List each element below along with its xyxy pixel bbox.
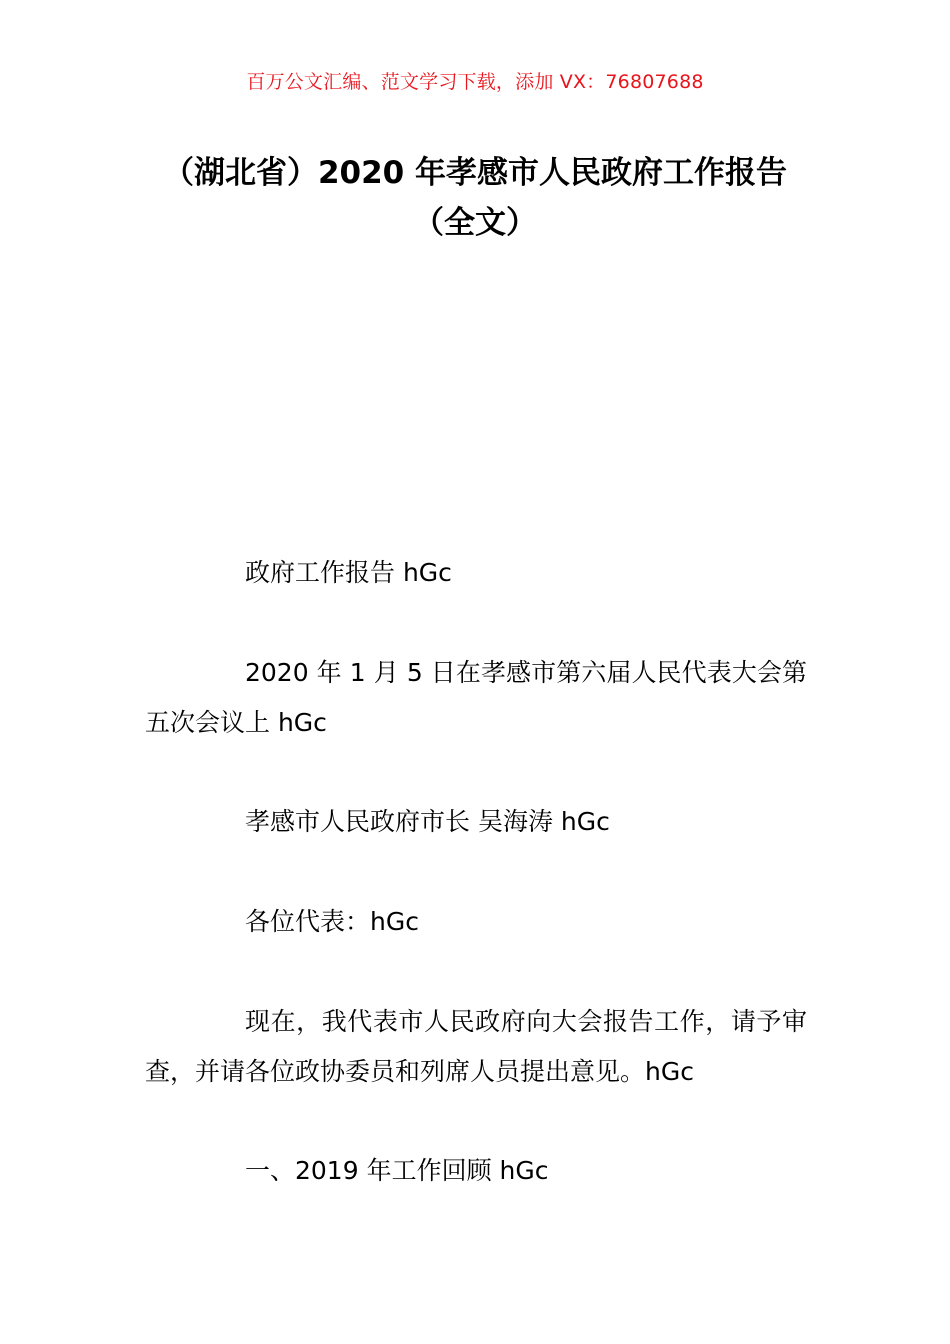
document-title: （湖北省）2020 年孝感市人民政府工作报告（全文）: [162, 155, 788, 241]
section-heading-review: 一、2019 年工作回顾 hGc: [245, 1156, 549, 1185]
paragraph-salutation: 各位代表：hGc: [245, 907, 419, 936]
paragraph-meeting-date: 2020 年 1 月 5 日在孝感市第六届人民代表大会第五次会议上 hGc: [145, 658, 807, 737]
header-note: 百万公文汇编、范文学习下载，添加 VX：76807688: [246, 71, 704, 93]
paragraph-report-label: 政府工作报告 hGc: [245, 558, 452, 587]
paragraph-opening: 现在，我代表市人民政府向大会报告工作，请予审查，并请各位政协委员和列席人员提出意见。hGc: [145, 1007, 807, 1086]
paragraph-speaker: 孝感市人民政府市长 吴海涛 hGc: [245, 807, 610, 836]
